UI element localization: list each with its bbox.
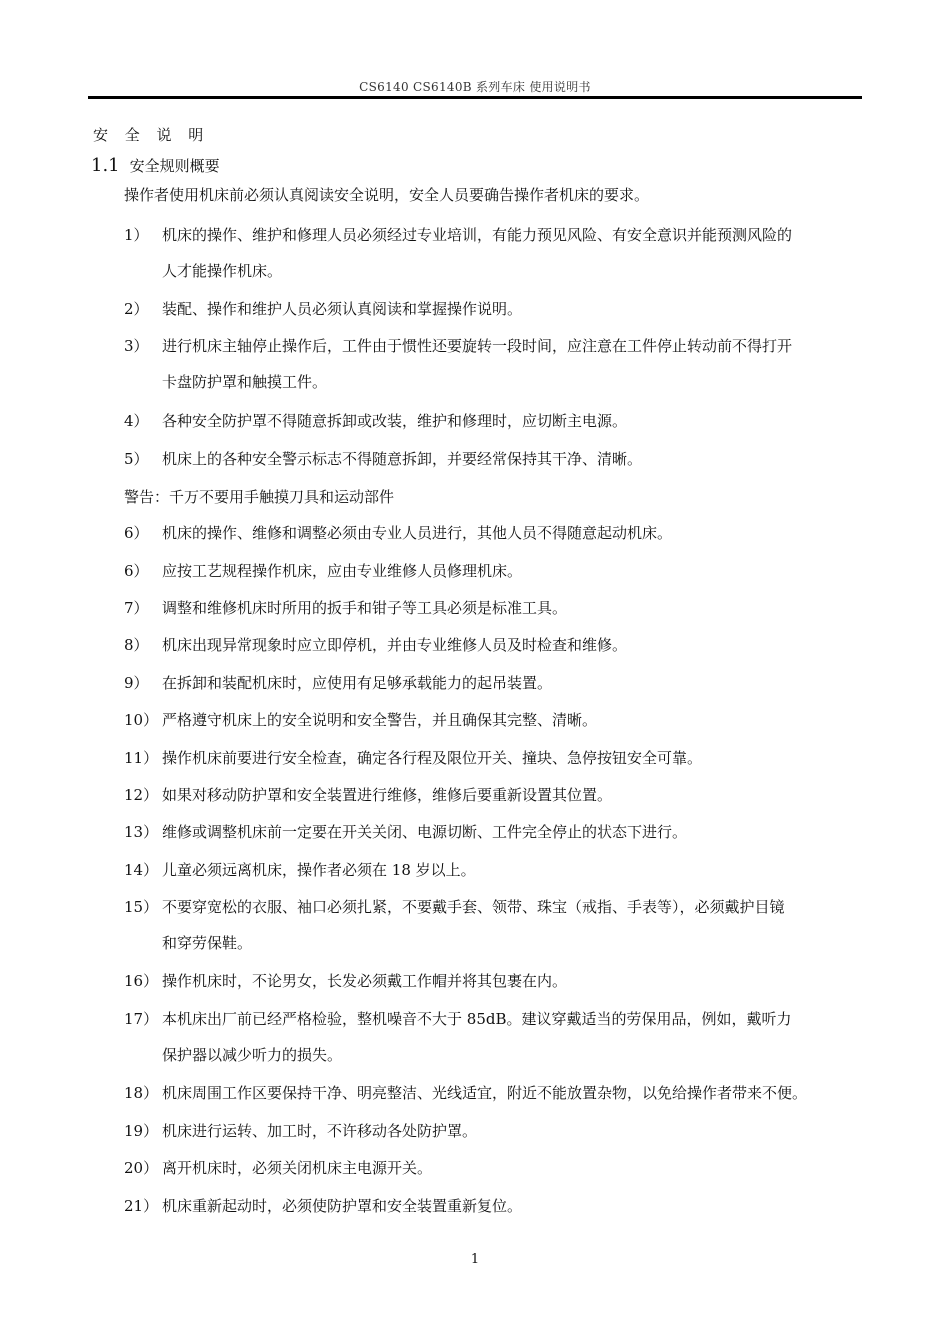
item-number: 2） — [124, 300, 149, 318]
item-number: 8） — [124, 636, 149, 654]
item-text: 儿童必须远离机床，操作者必须在 18 岁以上。 — [162, 861, 476, 879]
item-text: 不要穿宽松的衣服、袖口必须扎紧，不要戴手套、领带、珠宝（戒指、手表等），必须戴护目镜 — [162, 898, 785, 916]
subsection-title: 安全规则概要 — [129, 157, 220, 175]
item-text: 维修或调整机床前一定要在开关关闭、电源切断、工件完全停止的状态下进行。 — [162, 823, 688, 841]
item-number: 15） — [124, 898, 159, 916]
item-number: 6） — [124, 524, 149, 542]
item-text: 如果对移动防护罩和安全装置进行维修，维修后要重新设置其位置。 — [162, 786, 613, 804]
page-header: CS6140 CS6140B 系列车床 使用说明书 — [359, 80, 591, 94]
item-text-continued: 保护器以减少听力的损失。 — [162, 1046, 343, 1064]
item-text: 应按工艺规程操作机床，应由专业维修人员修理机床。 — [162, 562, 523, 580]
item-number: 20） — [124, 1159, 159, 1177]
item-number: 21） — [124, 1197, 159, 1215]
item-text-continued: 人才能操作机床。 — [162, 262, 283, 280]
item-number: 4） — [124, 412, 149, 430]
item-text: 严格遵守机床上的安全说明和安全警告，并且确保其完整、清晰。 — [162, 711, 598, 729]
item-text: 机床进行运转、加工时，不许移动各处防护罩。 — [162, 1122, 478, 1140]
item-number: 17） — [124, 1010, 159, 1028]
item-number: 12） — [124, 786, 159, 804]
warning-line: 警告：千万不要用手触摸刀具和运动部件 — [124, 488, 395, 506]
item-text: 机床的操作、维护和修理人员必须经过专业培训，有能力预见风险、有安全意识并能预测风险的 — [162, 226, 793, 244]
subsection-heading — [91, 155, 220, 176]
item-number: 19） — [124, 1122, 159, 1140]
item-number: 13） — [124, 823, 159, 841]
item-text: 机床周围工作区要保持干净、明亮整洁、光线适宜，附近不能放置杂物，以免给操作者带来不便。 — [162, 1084, 808, 1102]
item-number: 10） — [124, 711, 159, 729]
item-text: 各种安全防护罩不得随意拆卸或改装，维护和修理时，应切断主电源。 — [162, 412, 628, 430]
item-text: 操作机床前要进行安全检查，确定各行程及限位开关、撞块、急停按钮安全可靠。 — [162, 749, 703, 767]
item-text-continued: 卡盘防护罩和触摸工件。 — [162, 373, 328, 391]
item-text: 本机床出厂前已经严格检验，整机噪音不大于 85dB。建议穿戴适当的劳保用品，例如，戴听力 — [162, 1010, 792, 1028]
subsection-number: 1.1 — [91, 155, 120, 176]
item-number: 9） — [124, 674, 149, 692]
item-text: 调整和维修机床时所用的扳手和钳子等工具必须是标准工具。 — [162, 599, 568, 617]
item-text: 机床上的各种安全警示标志不得随意拆卸，并要经常保持其干净、清晰。 — [162, 450, 643, 468]
item-text-continued: 和穿劳保鞋。 — [162, 934, 253, 952]
intro-paragraph: 操作者使用机床前必须认真阅读安全说明，安全人员要确告操作者机床的要求。 — [124, 186, 650, 204]
section-title: 安 全 说 明 — [93, 126, 210, 144]
item-number: 11） — [124, 749, 159, 767]
item-number: 3） — [124, 337, 149, 355]
item-text: 机床的操作、维修和调整必须由专业人员进行，其他人员不得随意起动机床。 — [162, 524, 673, 542]
header-rule — [88, 96, 862, 99]
item-number: 1） — [124, 226, 149, 244]
item-text: 机床出现异常现象时应立即停机，并由专业维修人员及时检查和维修。 — [162, 636, 628, 654]
page-number: 1 — [470, 1252, 480, 1267]
item-text: 机床重新起动时，必须使防护罩和安全装置重新复位。 — [162, 1197, 523, 1215]
item-text: 在拆卸和装配机床时，应使用有足够承载能力的起吊装置。 — [162, 674, 553, 692]
item-number: 18） — [124, 1084, 159, 1102]
item-text: 离开机床时，必须关闭机床主电源开关。 — [162, 1159, 433, 1177]
item-number: 6） — [124, 562, 149, 580]
item-text: 操作机床时，不论男女，长发必须戴工作帽并将其包裹在内。 — [162, 972, 568, 990]
item-text: 进行机床主轴停止操作后，工件由于惯性还要旋转一段时间，应注意在工件停止转动前不得打开 — [162, 337, 793, 355]
item-text: 装配、操作和维护人员必须认真阅读和掌握操作说明。 — [162, 300, 523, 318]
item-number: 5） — [124, 450, 149, 468]
item-number: 7） — [124, 599, 149, 617]
item-number: 14） — [124, 861, 159, 879]
item-number: 16） — [124, 972, 159, 990]
